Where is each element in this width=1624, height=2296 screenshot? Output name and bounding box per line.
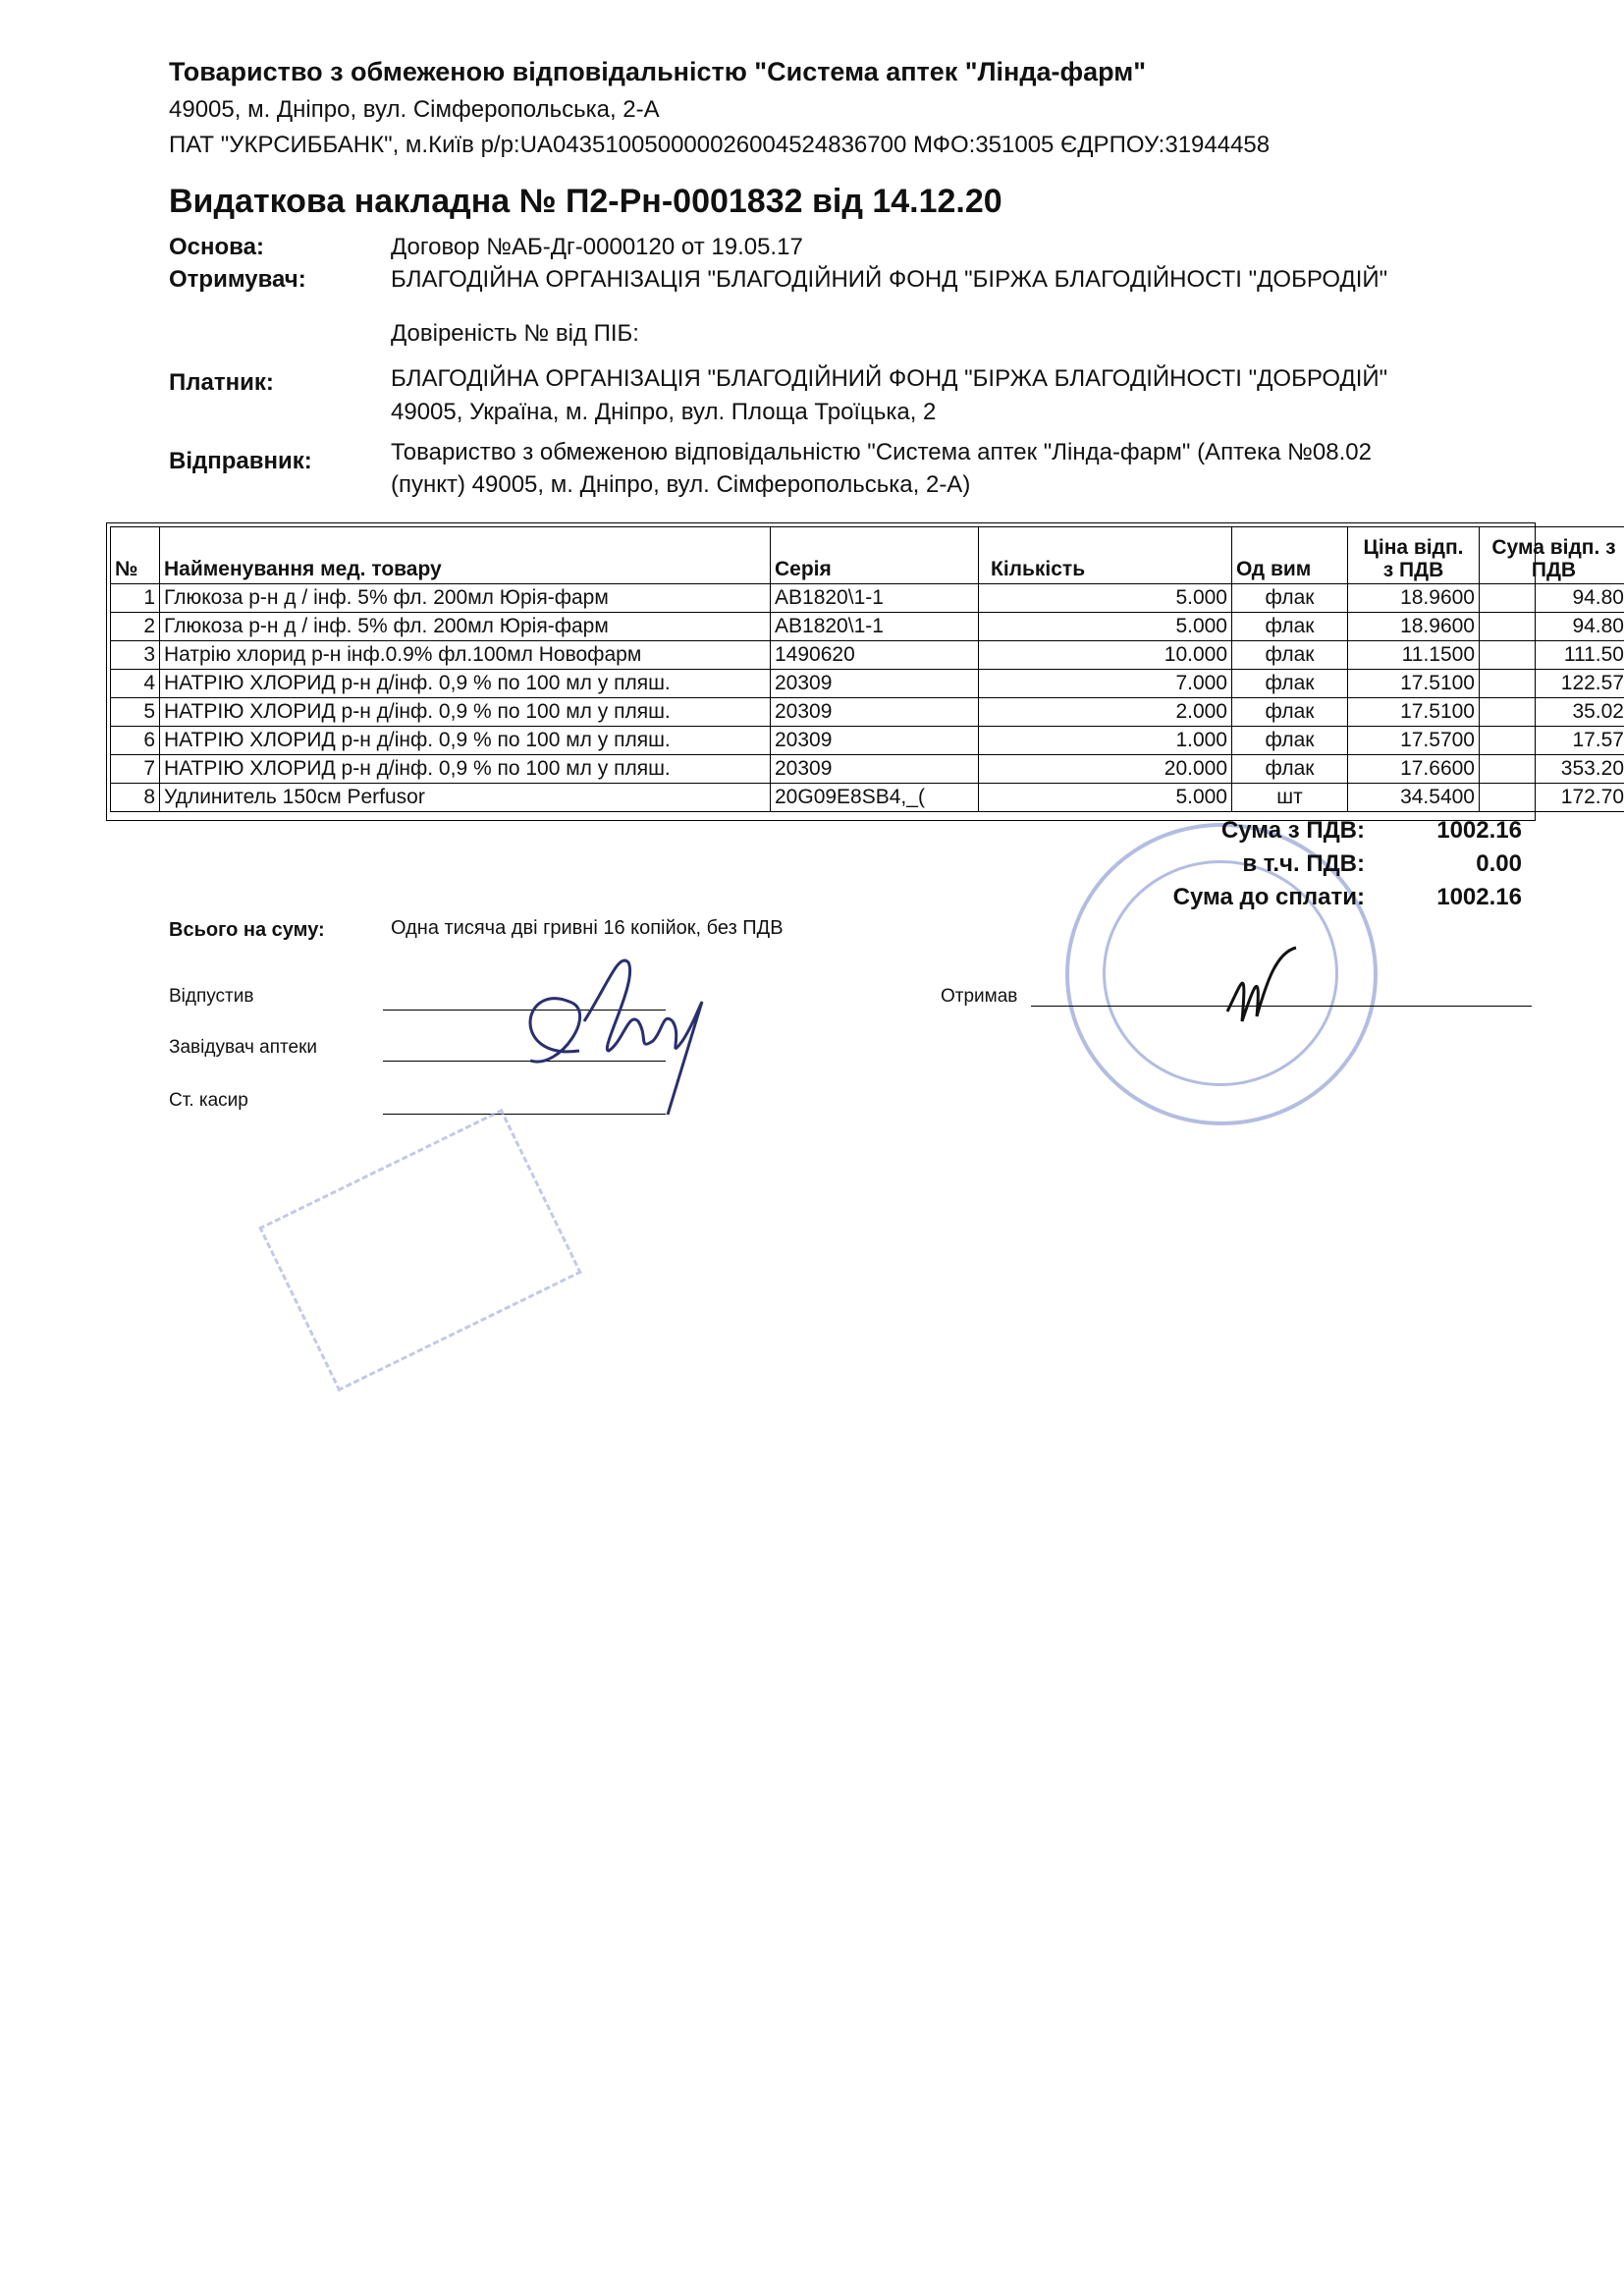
cell-no: 7 (111, 755, 160, 784)
basis-label: Основа: (169, 234, 264, 260)
col-name: Найменування мед. товару (160, 527, 771, 584)
col-price-line2: з ПДВ (1382, 559, 1444, 581)
items-table (110, 526, 1624, 812)
table-row (111, 698, 1624, 727)
table-header-row (111, 527, 1624, 584)
cell-name: НАТРІЮ ХЛОРИД р-н д/інф. 0,9 % по 100 мл у пляш. (160, 698, 771, 727)
payer-line2: 49005, Україна, м. Дніпро, вул. Площа Троїцька, 2 (391, 399, 937, 425)
cell-no: 4 (111, 670, 160, 698)
cell-sum: 17.57 (1480, 727, 1624, 755)
table-row (111, 641, 1624, 670)
cell-unit: флак (1232, 613, 1348, 641)
invoice-title: Видаткова накладна № П2-Рн-0001832 від 14.12.20 (169, 183, 1002, 220)
cell-name: Натрію хлорид р-н інф.0.9% фл.100мл Новофарм (160, 641, 771, 670)
col-sum-line1: Сума відп. з (1491, 536, 1616, 559)
payer-line1: БЛАГОДІЙНА ОРГАНІЗАЦІЯ "БЛАГОДІЙНИЙ ФОНД "БІРЖА БЛАГОДІЙНОСТІ "ДОБРОДІЙ" (391, 365, 1388, 392)
col-sum-line2: ПДВ (1531, 559, 1577, 581)
received-label: Отримав (941, 986, 1018, 1007)
col-price-line1: Ціна відп. (1363, 536, 1464, 559)
cell-price: 17.6600 (1348, 755, 1480, 784)
recipient-proxy: Довіреність № від ПІБ: (391, 320, 639, 347)
vat-label: в т.ч. ПДВ: (1242, 850, 1365, 877)
cell-price: 17.5100 (1348, 698, 1480, 727)
cell-sum: 94.80 (1480, 613, 1624, 641)
cell-qty: 20.000 (979, 755, 1232, 784)
cell-unit: флак (1232, 727, 1348, 755)
cell-qty: 5.000 (979, 613, 1232, 641)
cell-series: 20309 (771, 755, 979, 784)
cell-no: 8 (111, 784, 160, 812)
cell-sum: 35.02 (1480, 698, 1624, 727)
sender-line2: (пункт) 49005, м. Дніпро, вул. Сімферопольська, 2-А) (391, 471, 971, 498)
cell-qty: 2.000 (979, 698, 1232, 727)
cell-no: 5 (111, 698, 160, 727)
cell-series: АВ1820\1-1 (771, 613, 979, 641)
table-row (111, 755, 1624, 784)
cell-name: НАТРІЮ ХЛОРИД р-н д/інф. 0,9 % по 100 мл у пляш. (160, 727, 771, 755)
cell-sum: 353.20 (1480, 755, 1624, 784)
cell-series: 20309 (771, 727, 979, 755)
cell-price: 17.5100 (1348, 670, 1480, 698)
table-row (111, 584, 1624, 613)
cell-series: 1490620 (771, 641, 979, 670)
company-address: 49005, м. Дніпро, вул. Сімферопольська, 2-А (169, 96, 660, 123)
cell-series: АВ1820\1-1 (771, 584, 979, 613)
cell-qty: 1.000 (979, 727, 1232, 755)
cell-price: 34.5400 (1348, 784, 1480, 812)
total-words-label: Всього на суму: (169, 919, 325, 941)
table-row (111, 670, 1624, 698)
cell-unit: флак (1232, 755, 1348, 784)
to-pay-label: Сума до сплати: (1172, 884, 1365, 910)
vat-value: 0.00 (1476, 850, 1522, 877)
cell-qty: 10.000 (979, 641, 1232, 670)
cell-qty: 5.000 (979, 784, 1232, 812)
company-bank: ПАТ "УКРСИББАНК", м.Київ р/р:UA043510050000026004524836700 МФО:351005 ЄДРПОУ:31944458 (169, 132, 1271, 158)
company-name: Товариство з обмеженою відповідальністю "Система аптек "Лінда-фарм" (169, 57, 1147, 86)
cell-unit: флак (1232, 641, 1348, 670)
cell-qty: 7.000 (979, 670, 1232, 698)
sum-vat-label: Сума з ПДВ: (1220, 817, 1365, 844)
cell-no: 1 (111, 584, 160, 613)
recipient-value: БЛАГОДІЙНА ОРГАНІЗАЦІЯ "БЛАГОДІЙНИЙ ФОНД "БІРЖА БЛАГОДІЙНОСТІ "ДОБРОДІЙ" (391, 266, 1388, 293)
basis-value: Договор №АБ-Дг-0000120 от 19.05.17 (391, 234, 803, 260)
cashier-label: Ст. касир (169, 1090, 248, 1111)
cell-name: НАТРІЮ ХЛОРИД р-н д/інф. 0,9 % по 100 мл у пляш. (160, 755, 771, 784)
cell-price: 18.9600 (1348, 584, 1480, 613)
total-words-value: Одна тисяча дві гривні 16 копійок, без ПДВ (391, 917, 784, 939)
cell-price: 18.9600 (1348, 613, 1480, 641)
cell-price: 11.1500 (1348, 641, 1480, 670)
col-series: Серія (771, 527, 979, 584)
cell-unit: флак (1232, 670, 1348, 698)
cell-sum: 94.80 (1480, 584, 1624, 613)
signature-released (491, 943, 727, 1120)
cell-name: Глюкоза р-н д / інф. 5% фл. 200мл Юрія-фарм (160, 613, 771, 641)
table-row (111, 784, 1624, 812)
rect-stamp (258, 1109, 582, 1392)
cell-sum: 111.50 (1480, 641, 1624, 670)
sender-line1: Товариство з обмеженою відповідальністю "Система аптек "Лінда-фарм" (Аптека №08.02 (391, 439, 1372, 465)
cell-sum: 122.57 (1480, 670, 1624, 698)
cell-qty: 5.000 (979, 584, 1232, 613)
released-label: Відпустив (169, 986, 254, 1007)
cell-series: 20G09E8SB4,_( (771, 784, 979, 812)
col-price (1348, 527, 1480, 584)
col-unit: Од вим (1232, 527, 1348, 584)
cell-series: 20309 (771, 670, 979, 698)
col-qty: Кількість (979, 527, 1232, 584)
cell-price: 17.5700 (1348, 727, 1480, 755)
cell-no: 2 (111, 613, 160, 641)
cell-no: 6 (111, 727, 160, 755)
cell-unit: флак (1232, 584, 1348, 613)
cell-name: Удлинитель 150см Perfusor (160, 784, 771, 812)
to-pay-value: 1002.16 (1436, 884, 1522, 910)
col-sum (1480, 527, 1624, 584)
table-row (111, 613, 1624, 641)
cell-name: Глюкоза р-н д / інф. 5% фл. 200мл Юрія-фарм (160, 584, 771, 613)
cell-no: 3 (111, 641, 160, 670)
cell-unit: шт (1232, 784, 1348, 812)
sender-label: Відправник: (169, 448, 312, 474)
table-row (111, 727, 1624, 755)
cell-name: НАТРІЮ ХЛОРИД р-н д/інф. 0,9 % по 100 мл у пляш. (160, 670, 771, 698)
head-label: Завідувач аптеки (169, 1037, 317, 1058)
signature-received (1218, 943, 1306, 1041)
recipient-label: Отримувач: (169, 266, 306, 293)
cell-series: 20309 (771, 698, 979, 727)
payer-label: Платник: (169, 369, 274, 396)
cell-sum: 172.70 (1480, 784, 1624, 812)
sum-vat-value: 1002.16 (1436, 817, 1522, 844)
col-no: № (111, 527, 160, 584)
cell-unit: флак (1232, 698, 1348, 727)
